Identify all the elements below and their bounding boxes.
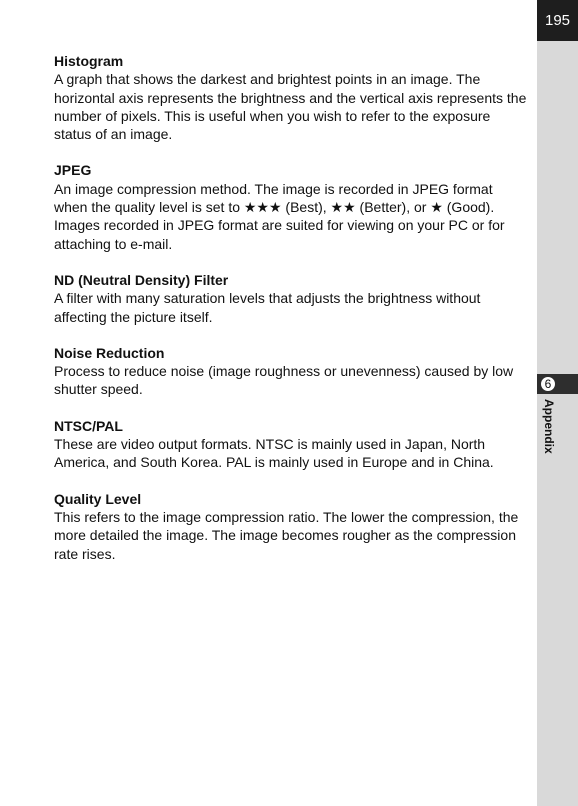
chapter-number-badge: 6 [540, 376, 556, 392]
chapter-label: Appendix [542, 399, 556, 454]
entry-definition: These are video output formats. NTSC is mainly used in Japan, North America, and South Korea. PAL is mainly used in Europe and in China. [54, 436, 494, 471]
entry-definition: This refers to the image compression ratio. The lower the compression, the more detailed the image. The image becomes rougher as the compression rate rises. [54, 508, 519, 562]
glossary-entry-noise-reduction [54, 344, 528, 399]
entry-term: Noise Reduction [54, 344, 165, 361]
entry-term: JPEG [54, 162, 92, 179]
entry-definition: A filter with many saturation levels that adjusts the brightness without affecting the picture itself. [54, 290, 481, 325]
glossary-content [54, 52, 528, 581]
glossary-entry-jpeg [54, 161, 528, 252]
glossary-entry-nd-filter [54, 271, 528, 326]
entry-term: Histogram [54, 53, 124, 69]
glossary-entry-histogram [54, 52, 528, 143]
entry-definition: A graph that shows the darkest and brightest points in an image. The horizontal axis represents the brightness and the vertical axis represents the number of pixels. This is useful when you wish to refer to the exposure status of an image. [54, 71, 527, 143]
entry-term: ND (Neutral Density) Filter [54, 271, 229, 288]
entry-term: NTSC/PAL [54, 417, 123, 434]
entry-term: Quality Level [54, 490, 142, 507]
entry-definition: Process to reduce noise (image roughness or unevenness) caused by low shutter speed. [54, 363, 514, 398]
glossary-entry-quality-level [54, 490, 528, 563]
entry-definition: An image compression method. The image is recorded in JPEG format when the quality level is set to ★★★ (Best), ★★ (Better), or ★ (Good). Images recorded in JPEG format are suited for viewing on your PC or for attaching to e-mail. [54, 180, 505, 252]
glossary-entry-ntsc-pal [54, 417, 528, 472]
page-number: 195 [537, 0, 578, 41]
